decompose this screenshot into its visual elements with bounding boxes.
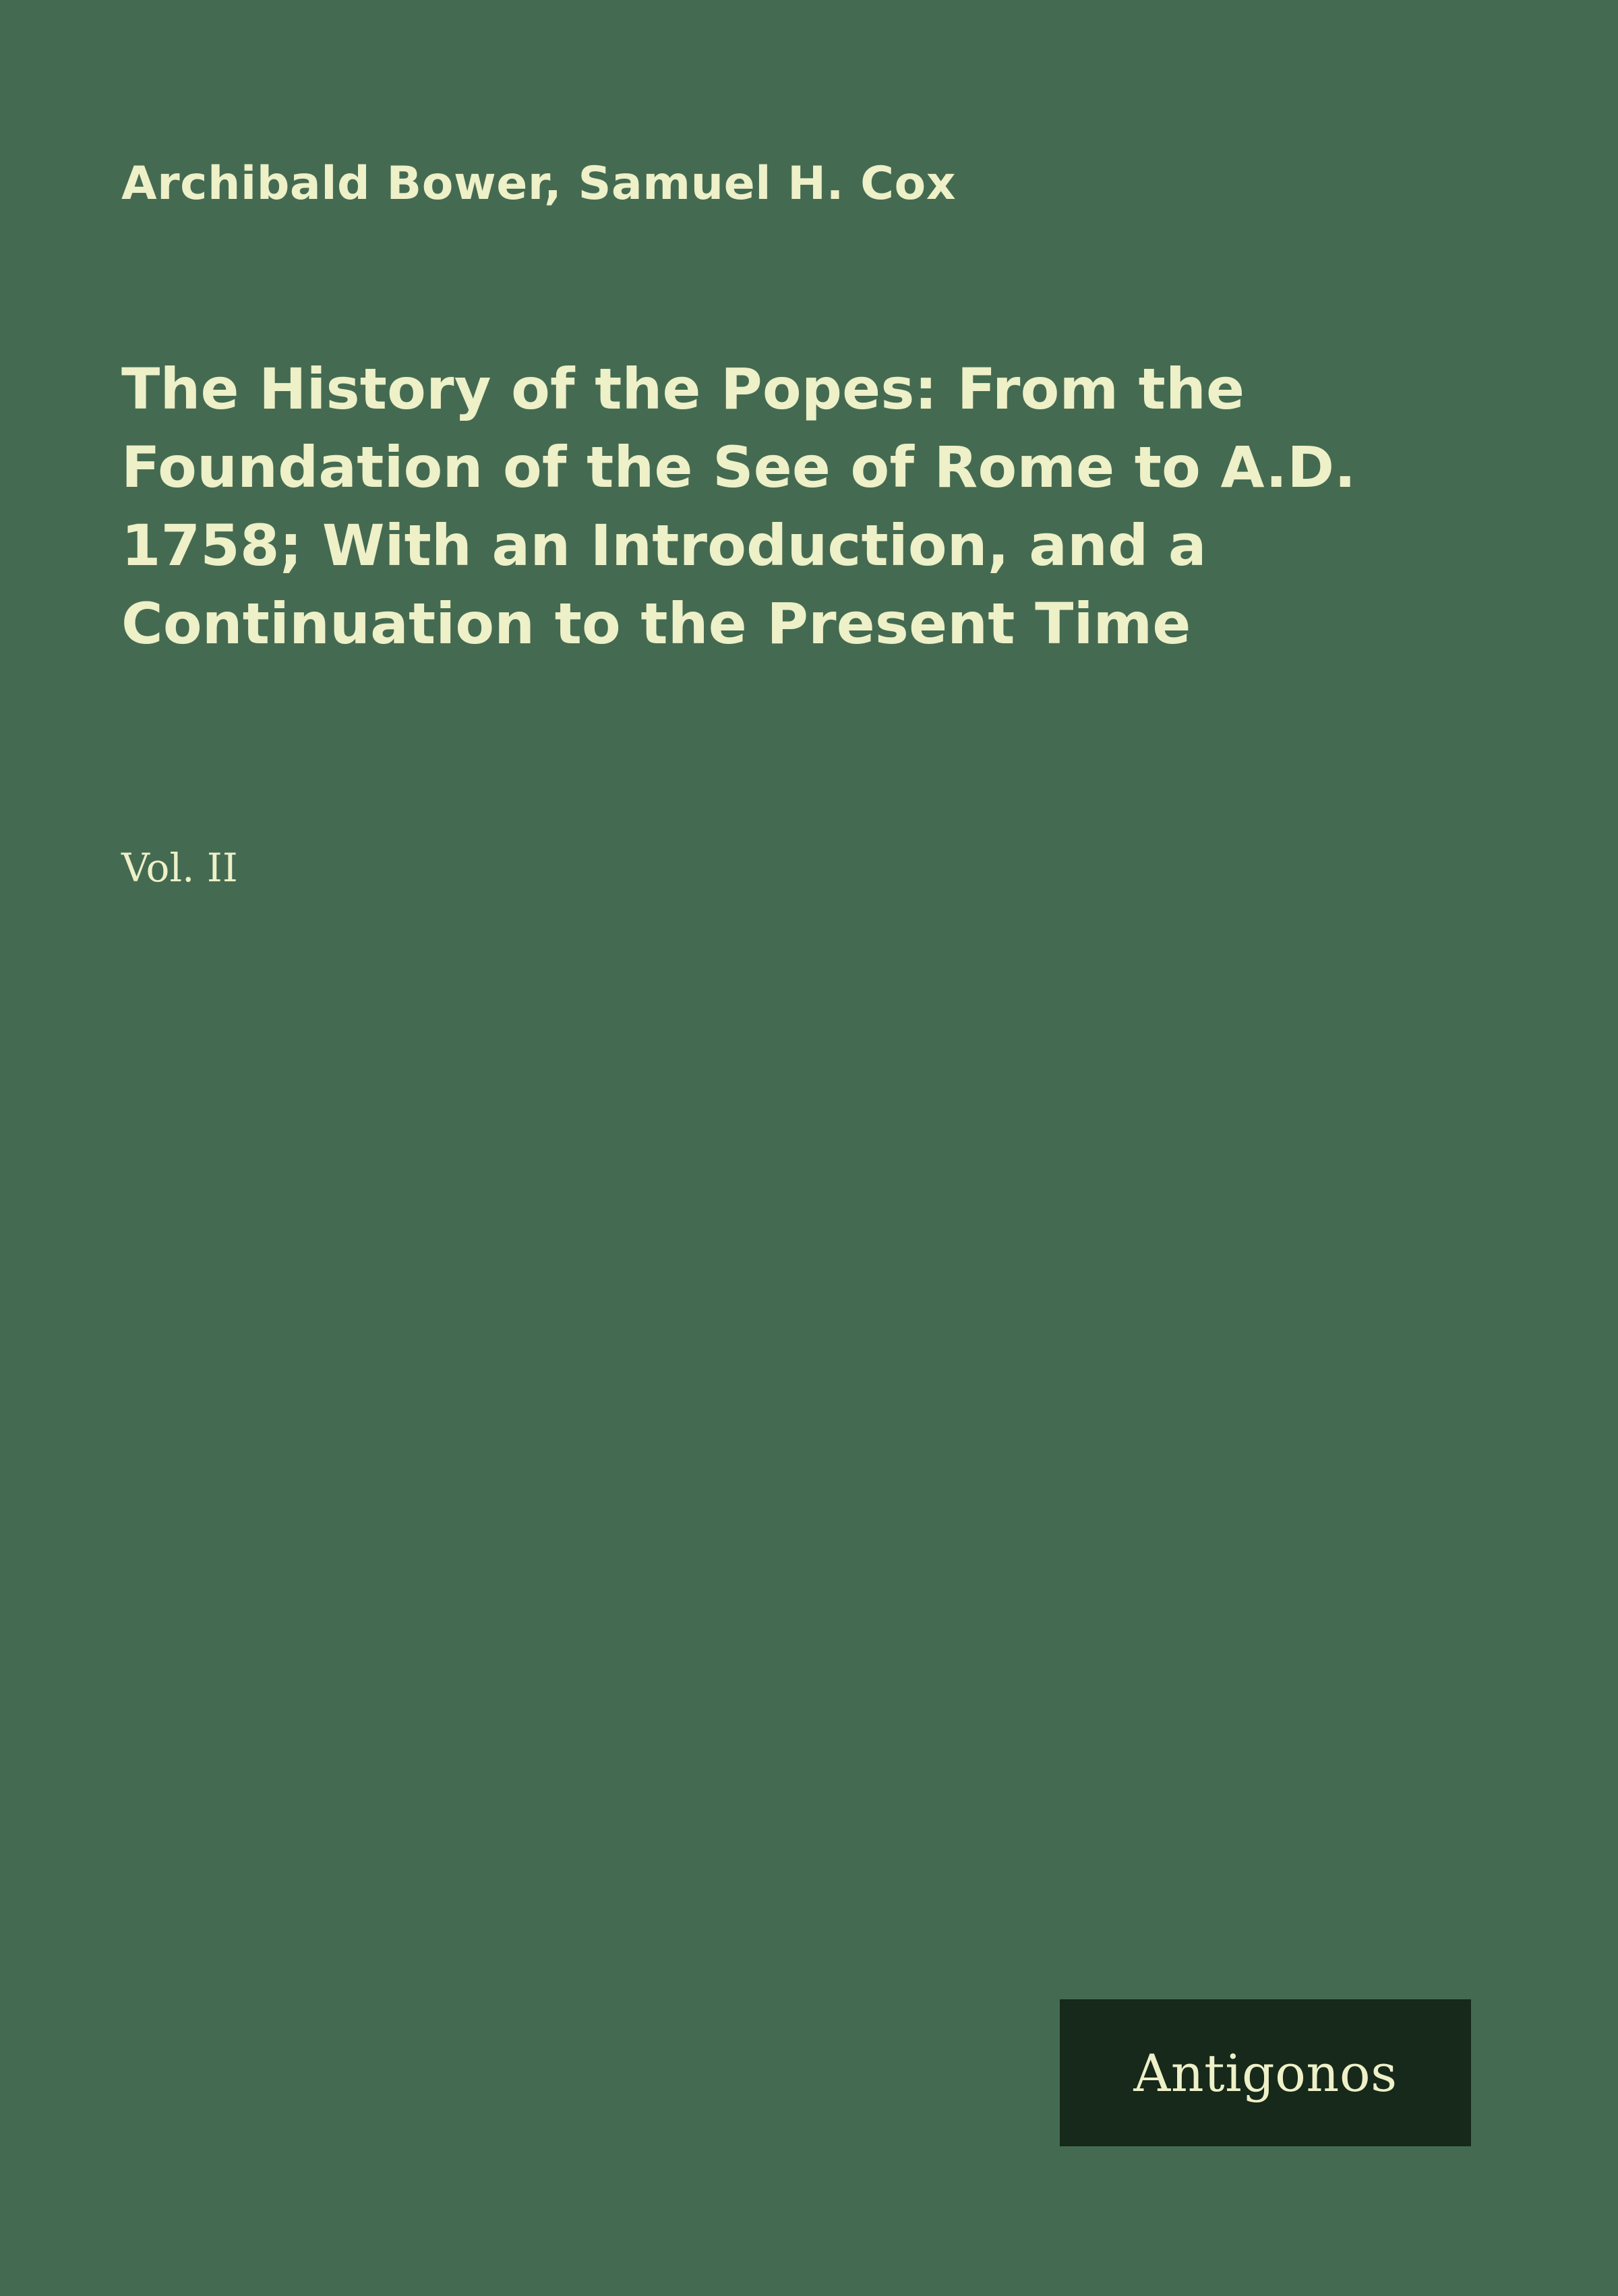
volume-label: Vol. II bbox=[121, 845, 238, 891]
author-names: Archibald Bower, Samuel H. Cox bbox=[121, 157, 957, 210]
publisher-badge bbox=[1060, 1999, 1471, 2146]
publisher-name: Antigonos bbox=[1133, 2042, 1398, 2103]
book-title: The History of the Popes: From the Foundation of the See of Rome to A.D. 1758; With an Introduction, and a Continuation to the Present Time bbox=[121, 356, 1356, 657]
